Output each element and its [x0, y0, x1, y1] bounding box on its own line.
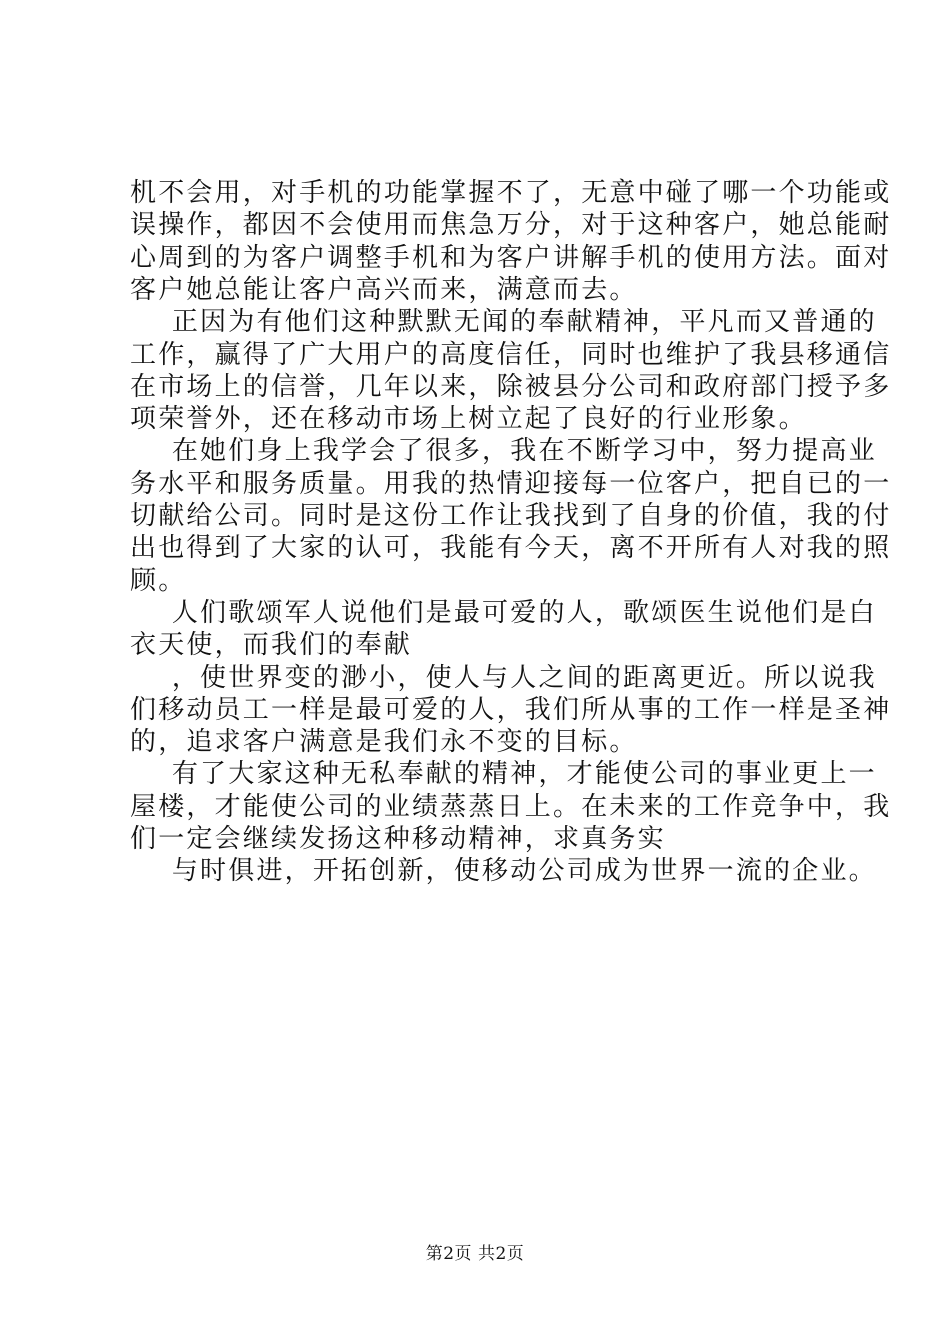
- text-line: 工作，赢得了广大用户的高度信任，同时也维护了我县移通信: [130, 339, 892, 370]
- text-line: 机不会用，对手机的功能掌握不了，无意中碰了哪一个功能或: [130, 178, 892, 208]
- page-footer: 第2页 共2页: [425, 1244, 525, 1264]
- text-line: 在市场上的信誉，几年以来，除被县分公司和政府部门授予多: [130, 371, 892, 402]
- text-line: 与时俱进，开拓创新，使移动公司成为世界一流的企业。: [130, 856, 877, 887]
- text-line: 屋楼，才能使公司的业绩蒸蒸日上。在未来的工作竞争中，我: [130, 791, 892, 822]
- text-line: 心周到的为客户调整手机和为客户讲解手机的使用方法。面对: [130, 242, 892, 273]
- text-line: 有了大家这种无私奉献的精神，才能使公司的事业更上一: [130, 759, 877, 790]
- text-line: 客户她总能让客户高兴而来，满意而去。: [130, 274, 638, 305]
- text-line: 正因为有他们这种默默无闻的奉献精神，平凡而又普通的: [130, 307, 877, 338]
- text-line: 人们歌颂军人说他们是最可爱的人，歌颂医生说他们是白: [130, 597, 877, 628]
- text-line: 们移动员工一样是最可爱的人，我们所从事的工作一样是圣神: [130, 694, 892, 725]
- text-line: 在她们身上我学会了很多，我在不断学习中，努力提高业: [130, 436, 877, 467]
- text-line: 切献给公司。同时是这份工作让我找到了自身的价值，我的付: [130, 501, 892, 531]
- text-line: 衣天使，而我们的奉献: [130, 630, 413, 661]
- text-line: ，使世界变的渺小，使人与人之间的距离更近。所以说我: [130, 662, 877, 693]
- text-line: 的，追求客户满意是我们永不变的目标。: [130, 727, 638, 758]
- text-line: 们一定会继续发扬这种移动精神，求真务实: [130, 824, 666, 854]
- text-line: 误操作，都因不会使用而焦急万分，对于这种客户，她总能耐: [130, 210, 892, 241]
- text-line: 顾。: [130, 565, 187, 596]
- text-line: 务水平和服务质量。用我的热情迎接每一位客户，把自已的一: [130, 468, 892, 499]
- text-line: 项荣誉外，还在移动市场上树立起了良好的行业形象。: [130, 404, 807, 435]
- text-line: 出也得到了大家的认可，我能有今天，离不开所有人对我的照: [130, 533, 892, 564]
